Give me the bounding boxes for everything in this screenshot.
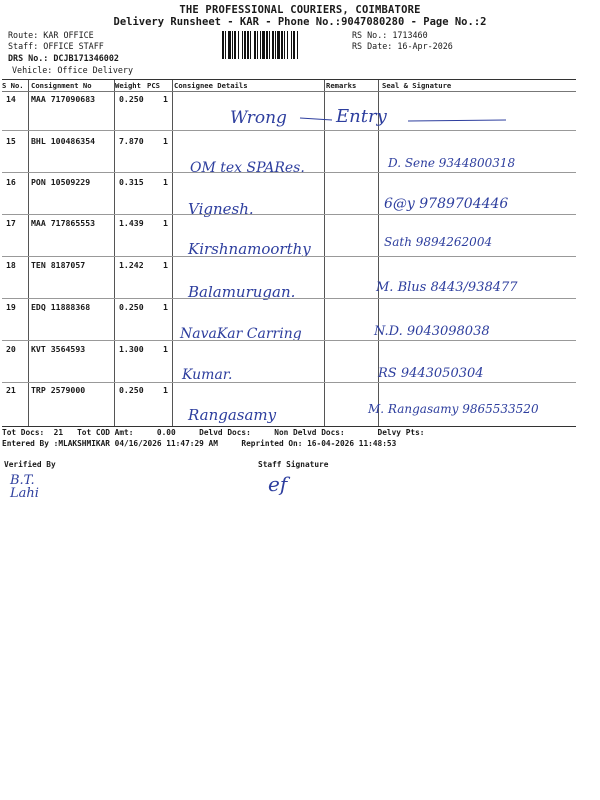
row-consignment: PON 10509229	[31, 177, 91, 187]
consignee-handwriting: Balamurugan.	[188, 283, 296, 301]
row-sno: 17	[6, 218, 16, 228]
runsheet-subtitle: Delivery Runsheet - KAR - Phone No.:9047080280 - Page No.:2	[113, 16, 487, 28]
row-pcs: 1	[163, 94, 168, 104]
consignee-handwriting: NavaKar Carring	[180, 326, 302, 342]
verified-signature: B.T. Lahi	[10, 473, 39, 501]
header-remarks: Remarks	[326, 81, 357, 90]
row-consignment: TRP 2579000	[31, 385, 86, 395]
seal-handwriting: M. Blus 8443/938477	[376, 280, 518, 295]
verified-by-label: Verified By	[4, 460, 56, 469]
seal-handwriting: Entry	[336, 106, 387, 127]
consignee-handwriting: Rangasamy	[188, 406, 277, 424]
row-weight: 0.315	[119, 177, 144, 187]
header-sno: S No.	[2, 81, 24, 90]
row-sno: 14	[6, 94, 16, 104]
row-sno: 18	[6, 260, 16, 270]
seal-handwriting: M. Rangasamy 9865533520	[368, 402, 539, 416]
header-weight: Weight	[115, 81, 141, 90]
row-consignment: TEN 8187057	[31, 260, 86, 270]
drs-number: DRS No.: DCJB171346002	[8, 53, 119, 63]
consignee-handwriting: Kumar.	[182, 367, 233, 383]
consignee-handwriting: Wrong	[230, 108, 287, 128]
header-pcs: PCS	[147, 81, 160, 90]
route-label: Route: KAR OFFICE	[8, 30, 94, 40]
consignee-handwriting: Kirshnamoorthy	[188, 240, 311, 258]
rs-number: RS No.: 1713460	[352, 30, 428, 40]
row-pcs: 1	[163, 218, 168, 228]
barcode-image	[222, 31, 348, 59]
staff-signature-label: Staff Signature	[258, 460, 329, 469]
seal-handwriting: D. Sene 9344800318	[388, 156, 516, 170]
row-weight: 0.250	[119, 302, 144, 312]
consignee-handwriting: OM tex SPARes.	[190, 160, 305, 176]
row-pcs: 1	[163, 136, 168, 146]
staff-signature: ef	[268, 472, 288, 496]
header-consignee: Consignee Details	[174, 81, 248, 90]
company-title: THE PROFESSIONAL COURIERS, COIMBATORE	[179, 4, 421, 16]
row-sno: 16	[6, 177, 16, 187]
row-pcs: 1	[163, 385, 168, 395]
seal-handwriting: N.D. 9043098038	[374, 324, 490, 339]
row-sno: 19	[6, 302, 16, 312]
consignee-handwriting: Vignesh.	[188, 200, 254, 218]
strike-through-line	[290, 100, 580, 130]
row-sno: 15	[6, 136, 16, 146]
row-consignment: MAA 717865553	[31, 218, 96, 228]
row-pcs: 1	[163, 177, 168, 187]
row-weight: 1.242	[119, 260, 144, 270]
runsheet-table	[2, 79, 576, 427]
vehicle-label: Vehicle: Office Delivery	[12, 65, 134, 75]
row-sno: 21	[6, 385, 16, 395]
row-pcs: 1	[163, 302, 168, 312]
totals-line: Tot Docs: 21 Tot COD Amt: 0.00 Delvd Docs: Non Delvd Docs: Delvy Pts:	[2, 428, 425, 437]
row-pcs: 1	[163, 260, 168, 270]
entered-by-line: Entered By :MLAKSHMIKAR 04/16/2026 11:47:29 AM Reprinted On: 16-04-2026 11:48:53	[2, 439, 397, 448]
row-weight: 1.300	[119, 344, 144, 354]
row-consignment: EDQ 11888368	[31, 302, 91, 312]
row-consignment: BHL 100486354	[31, 136, 96, 146]
row-sno: 20	[6, 344, 16, 354]
row-weight: 0.250	[119, 385, 144, 395]
row-weight: 1.439	[119, 218, 144, 228]
seal-handwriting: 6@y 9789704446	[384, 196, 509, 212]
rs-date: RS Date: 16-Apr-2026	[352, 41, 453, 51]
row-pcs: 1	[163, 344, 168, 354]
row-consignment: KVT 3564593	[31, 344, 86, 354]
header-seal: Seal & Signature	[382, 81, 452, 90]
header-consignment: Consignment No	[31, 81, 92, 90]
seal-handwriting: Sath 9894262004	[384, 235, 493, 249]
staff-label: Staff: OFFICE STAFF	[8, 41, 104, 51]
row-weight: 0.250	[119, 94, 144, 104]
row-consignment: MAA 717090683	[31, 94, 96, 104]
row-weight: 7.870	[119, 136, 144, 146]
barcode-bar	[298, 31, 299, 59]
seal-handwriting: RS 9443050304	[378, 366, 484, 381]
